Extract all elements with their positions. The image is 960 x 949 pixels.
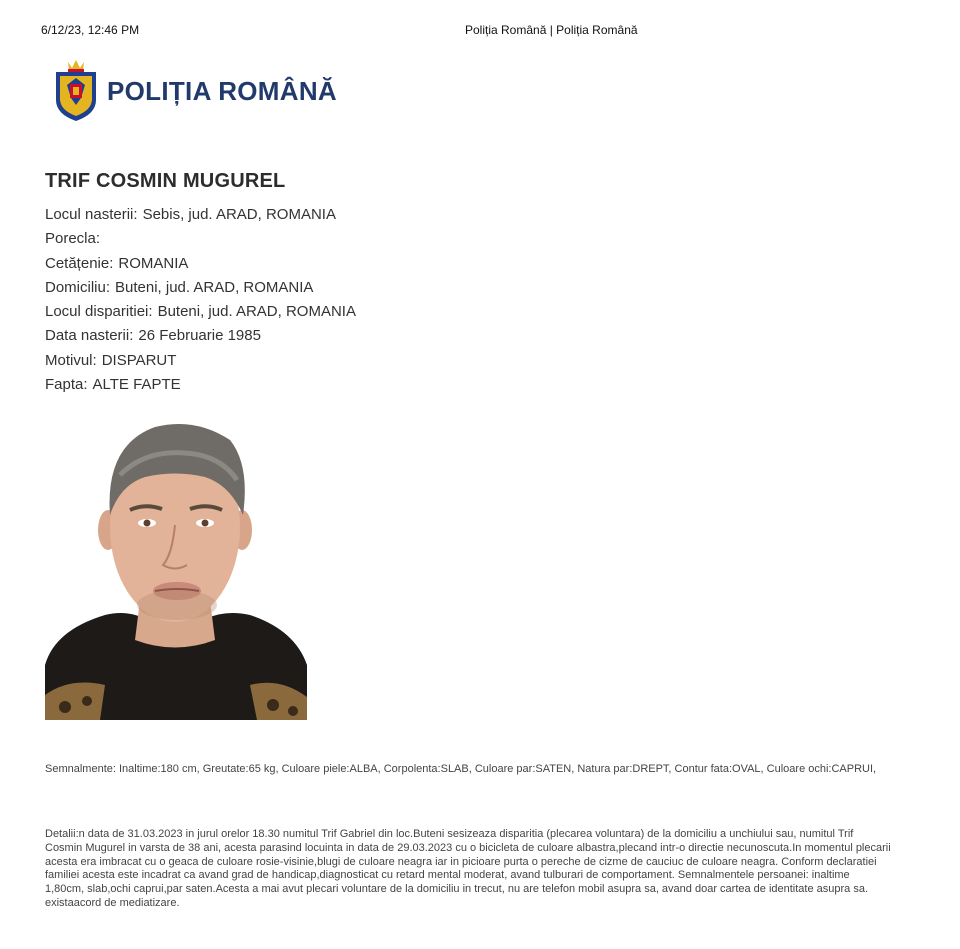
field-birthplace xyxy=(45,203,356,227)
print-page-title: Poliția Română | Poliția Română xyxy=(465,23,638,37)
field-value: Buteni, jud. ARAD, ROMANIA xyxy=(157,303,356,321)
field-value: ROMANIA xyxy=(118,254,189,272)
field-label: Cetățenie: xyxy=(45,254,114,272)
field-nickname xyxy=(45,227,356,251)
print-header xyxy=(0,23,960,39)
field-value: Sebis, jud. ARAD, ROMANIA xyxy=(142,206,336,223)
field-value: Buteni, jud. ARAD, ROMANIA xyxy=(115,278,314,296)
person-photo xyxy=(45,415,307,720)
field-label: Locul disparitiei: xyxy=(45,303,153,321)
details-line: 1,80cm, slab,ochi caprui,par saten.Acesta a mai avut plecari voluntare de la domiciliu in trecut, nu are telefon mobil asupra sa, avand doar cartea de identitate asupra sa. xyxy=(45,883,869,896)
case-details xyxy=(45,828,920,911)
field-label: Motivul: xyxy=(45,351,97,369)
field-label: Porecla: xyxy=(45,230,101,248)
field-birthdate xyxy=(45,324,356,348)
field-citizenship xyxy=(45,252,356,276)
details-line: acesta era imbracat cu o geaca de culoare rosie-visinie,blugi de culoare neagra iar in picioare purta o pereche de cizme de cauciuc de culoare neagra. Conform declaratiei xyxy=(45,855,877,868)
field-value: ALTE FAPTE xyxy=(92,376,181,394)
police-logo[interactable] xyxy=(52,58,352,124)
field-label: Domiciliu: xyxy=(45,278,111,296)
physical-description: Semnalmente: Inaltime:180 cm, Greutate:65 kg, Culoare piele:ALBA, Corpolenta:SLAB, Culoare par:SATEN, Natura par:DREPT, Contur fata:OVAL, Culoare ochi:CAPRUI, xyxy=(45,763,877,775)
field-offense xyxy=(45,373,356,397)
field-label: Data nasterii: xyxy=(45,327,134,345)
logo-text: POLIȚIA ROMÂNĂ xyxy=(107,76,337,106)
details-line: existaacord de mediatizare. xyxy=(45,896,180,909)
field-value: DISPARUT xyxy=(101,351,177,369)
person-details xyxy=(45,203,356,397)
romanian-police-crest-icon xyxy=(52,58,100,122)
field-label: Fapta: xyxy=(45,376,88,394)
person-name: TRIF COSMIN MUGUREL xyxy=(45,170,286,192)
field-label: Locul nasterii: xyxy=(45,206,138,223)
details-line: Detalii:n data de 31.03.2023 in jurul orelor 18.30 numitul Trif Gabriel din loc.Buteni sesizeaza disparitia (plecarea voluntara) de la domiciliu a unchiului sau, numitul Trif xyxy=(45,828,854,840)
field-disappearance-place xyxy=(45,300,356,324)
details-line: familiei acesta este incadrat ca avand grad de handicap,diagnosticat cu retard mental moderat, avand tulburari de comportament. Semnalmentele persoanei: inaltime xyxy=(45,869,850,882)
field-value: 26 Februarie 1985 xyxy=(138,327,261,345)
details-line: Cosmin Mugurel in varsta de 38 ani, acesta parasind locuinta in data de 29.03.2023 cu o bicicleta de culoare albastra,plecand intr-o directie necunoscuta.In momentul plecarii xyxy=(45,841,891,854)
print-date: 6/12/23, 12:46 PM xyxy=(41,23,140,37)
field-reason xyxy=(45,349,356,373)
field-domicile xyxy=(45,276,356,300)
